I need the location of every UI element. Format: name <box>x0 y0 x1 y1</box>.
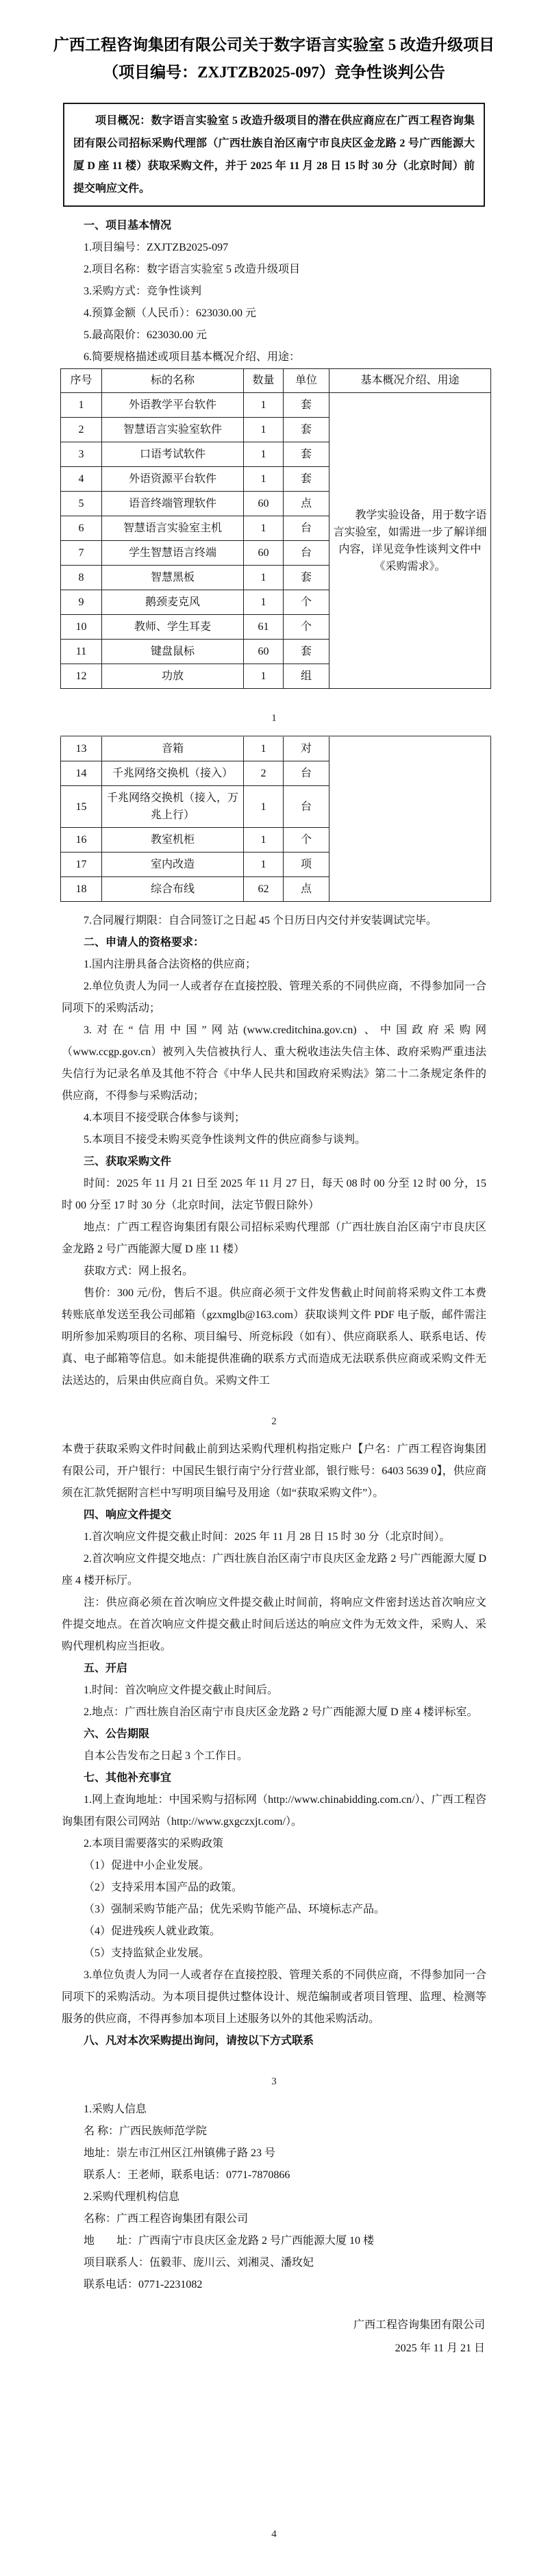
doc-title-line2: （项目编号：ZXJTZB2025-097）竞争性谈判公告 <box>103 64 445 81</box>
section2-item: 3.对在“信用中国”网站(www.creditchina.gov.cn) 、中国政府采购网（www.ccgp.gov.cn）被列入失信被执行人、重大税收违法失信主体、政府采购严重违法失信行为记录名单及其他不符合《中华人民共和国政府采购法》第二十二条规定条件的供应商，不得参与采购活动； <box>62 1024 486 1102</box>
table-row <box>61 393 491 418</box>
cell-no: 18 <box>61 877 102 902</box>
cell-no: 5 <box>61 492 102 516</box>
contact-line: 名称：广西工程咨询集团有限公司 <box>84 2213 249 2225</box>
cell-qty: 1 <box>244 736 284 761</box>
table-header-row <box>61 369 491 393</box>
cell-name: 外语教学平台软件 <box>102 393 244 418</box>
col-header-qty: 数量 <box>244 369 284 393</box>
cell-qty: 1 <box>244 828 284 853</box>
section7-item: （1）促进中小企业发展。 <box>84 1860 210 1871</box>
section4-item: 1.首次响应文件提交截止时间：2025 年 11 月 28 日 15 时 30 分（北京时间）。 <box>84 1531 451 1543</box>
cell-unit: 对 <box>284 736 329 761</box>
cell-qty: 1 <box>244 853 284 877</box>
cell-no: 17 <box>61 853 102 877</box>
cell-no: 16 <box>61 828 102 853</box>
cell-name: 综合布线 <box>102 877 244 902</box>
cell-qty: 1 <box>244 566 284 590</box>
page-number: 1 <box>271 713 277 724</box>
cell-no: 9 <box>61 590 102 615</box>
cell-name: 语音终端管理软件 <box>102 492 244 516</box>
section5-heading: 五、开启 <box>84 1663 128 1674</box>
section7-item: （2）支持采用本国产品的政策。 <box>84 1882 243 1893</box>
section7-item: （3）强制采购节能产品；优先采购节能产品、环境标志产品。 <box>84 1904 386 1915</box>
contact-line: 地 址：广西南宁市良庆区金龙路 2 号广西能源大厦 10 楼 <box>84 2235 375 2247</box>
table-note-cell-continued <box>329 736 491 902</box>
section1-item7: 7.合同履行期限：自合同签订之日起 45 个日历日内交付并安装调试完毕。 <box>84 915 438 926</box>
cell-no: 14 <box>61 761 102 786</box>
contact-line: 项目联系人：伍毅菲、庞川云、刘湘灵、潘玫妃 <box>84 2257 314 2269</box>
cell-qty: 1 <box>244 393 284 418</box>
section1-item: 6.简要规格描述或项目基本概况介绍、用途： <box>84 351 301 363</box>
cell-no: 11 <box>61 640 102 664</box>
section7-heading: 七、其他补充事宜 <box>84 1772 172 1784</box>
page-number: 4 <box>271 2529 277 2540</box>
cell-qty: 60 <box>244 541 284 566</box>
cell-unit: 套 <box>284 418 329 442</box>
contact-line: 1.采购人信息 <box>84 2104 147 2115</box>
cell-unit: 套 <box>284 640 329 664</box>
doc-body <box>0 215 548 2360</box>
cell-unit: 台 <box>284 761 329 786</box>
contact-line: 地址：崇左市江州区江州镇佛子路 23 号 <box>84 2147 276 2159</box>
cell-no: 13 <box>61 736 102 761</box>
contact-line: 名 称：广西民族师范学院 <box>84 2125 208 2137</box>
col-header-no: 序号 <box>61 369 102 393</box>
cell-name: 键盘鼠标 <box>102 640 244 664</box>
cell-name: 千兆网络交换机（接入） <box>102 761 244 786</box>
section3-para: 售价：300 元/份，售后不退。供应商必须于文件发售截止时间前将采购文件工本费转账底单发送至我公司邮箱（gzxmglb@163.com）获取谈判文件 PDF 电子版，邮件需注明所参加采购项目的名称、项目编号、所竞标段（如有）、供应商联系人、联系电话、传真、电子邮箱等信息。如未能提供准确的联系方式而造成无法联系供应商或采购文件无法送达的，后果由供应商自负。采购文件工 <box>62 1287 486 1387</box>
cell-no: 10 <box>61 615 102 640</box>
section7-item: 2.本项目需要落实的采购政策 <box>84 1838 224 1849</box>
cell-unit: 套 <box>284 393 329 418</box>
section1-item: 2.项目名称：数字语言实验室 5 改造升级项目 <box>84 264 301 275</box>
cell-unit: 点 <box>284 492 329 516</box>
cell-no: 4 <box>61 467 102 492</box>
table-row <box>61 736 491 761</box>
section3-para: 获取方式：网上报名。 <box>84 1265 194 1277</box>
cell-name: 智慧黑板 <box>102 566 244 590</box>
section1-item: 4.预算金额（人民币）：623030.00 元 <box>84 307 257 319</box>
cell-qty: 1 <box>244 467 284 492</box>
section7-item: （5）支持监狱企业发展。 <box>84 1947 210 1959</box>
section5-item: 1.时间：首次响应文件提交截止时间后。 <box>84 1684 279 1696</box>
doc-title-line1: 广西工程咨询集团有限公司关于数字语言实验室 5 改造升级项目 <box>53 36 495 53</box>
cell-no: 3 <box>61 442 102 467</box>
page-number: 2 <box>271 1416 277 1427</box>
section7-item: 3.单位负责人为同一人或者存在直接控股、管理关系的不同供应商，不得参加同一合同项下的采购活动。为本项目提供过整体设计、规范编制或者项目管理、监理、检测等服务的供应商，不得再参加本项目上述服务以外的其他采购活动。 <box>62 1969 487 2025</box>
cell-unit: 套 <box>284 566 329 590</box>
section7-item: 1.网上查询地址：中国采购与招标网（http://www.chinabidding.com.cn/）、广西工程咨询集团有限公司网站（http://www.gxgczxjt.com/）。 <box>62 1794 486 1828</box>
cell-name: 千兆网络交换机（接入，万兆上行） <box>102 786 244 828</box>
section1-item: 5.最高限价：623030.00 元 <box>84 329 208 341</box>
cell-name: 音箱 <box>102 736 244 761</box>
cell-no: 1 <box>61 393 102 418</box>
cell-name: 教师、学生耳麦 <box>102 615 244 640</box>
cell-qty: 2 <box>244 761 284 786</box>
cell-no: 2 <box>61 418 102 442</box>
cell-qty: 1 <box>244 516 284 541</box>
cell-qty: 60 <box>244 492 284 516</box>
section7-item: （4）促进残疾人就业政策。 <box>84 1925 221 1937</box>
page-number: 3 <box>271 2076 277 2087</box>
section1-item: 1.项目编号：ZXJTZB2025-097 <box>84 242 229 253</box>
cell-name: 外语资源平台软件 <box>102 467 244 492</box>
cell-unit: 点 <box>284 877 329 902</box>
cell-unit: 台 <box>284 786 329 828</box>
cell-qty: 1 <box>244 664 284 689</box>
cell-unit: 台 <box>284 516 329 541</box>
section2-item: 2.单位负责人为同一人或者存在直接控股、管理关系的不同供应商，不得参加同一合同项下的采购活动； <box>62 981 487 1014</box>
cell-name: 学生智慧语言终端 <box>102 541 244 566</box>
section2-heading: 二、申请人的资格要求： <box>84 937 205 948</box>
section2-item: 4.本项目不接受联合体参与谈判； <box>84 1112 246 1124</box>
section6-heading: 六、公告期限 <box>84 1728 150 1740</box>
cell-qty: 1 <box>244 418 284 442</box>
cell-qty: 1 <box>244 590 284 615</box>
cell-no: 8 <box>61 566 102 590</box>
section3-para: 地点：广西工程咨询集团有限公司招标采购代理部（广西壮族自治区南宁市良庆区金龙路 2 号广西能源大厦 D 座 11 楼） <box>62 1222 486 1255</box>
section8-heading: 八、凡对本次采购提出询问，请按以下方式联系 <box>84 2035 314 2047</box>
cell-unit: 项 <box>284 853 329 877</box>
cell-unit: 个 <box>284 615 329 640</box>
col-header-name: 标的名称 <box>102 369 244 393</box>
section3-heading: 三、获取采购文件 <box>84 1156 172 1167</box>
section2-item: 1.国内注册具备合法资格的供应商； <box>84 959 257 970</box>
col-header-unit: 单位 <box>284 369 329 393</box>
table-note-cell: 教学实验设备，用于数字语言实验室，如需进一步了解详细内容，详见竞争性谈判文件中《采购需求》。 <box>329 393 491 689</box>
contact-line: 联系人：王老师，联系电话：0771-7870866 <box>84 2169 290 2181</box>
project-overview-box <box>63 103 485 207</box>
cell-unit: 套 <box>284 467 329 492</box>
cell-name: 室内改造 <box>102 853 244 877</box>
cell-name: 功放 <box>102 664 244 689</box>
cell-name: 智慧语言实验室软件 <box>102 418 244 442</box>
section4-item: 注：供应商必须在首次响应文件提交截止时间前，将响应文件密封送达首次响应文件提交地点。在首次响应文件提交截止时间后送达的响应文件为无效文件，采购人、采购代理机构应当拒收。 <box>62 1597 486 1652</box>
signature-block <box>0 2314 485 2360</box>
cell-name: 鹅颈麦克风 <box>102 590 244 615</box>
project-overview-text: 项目概况：数字语言实验室 5 改造升级项目的潜在供应商应在广西工程咨询集团有限公司招标采购代理部（广西壮族自治区南宁市良庆区金龙路 2 号广西能源大厦 D 座 11 楼）获取采购文件，并于 2025 年 11 月 28 日 15 时 30 分（北京时间）前提交响应文件。 <box>73 115 475 194</box>
section3-para: 时间：2025 年 11 月 21 日至 2025 年 11 月 27 日，每天 08 时 00 分至 12 时 00 分，15 时 00 分至 17 时 30 分（北京时间，法定节假日除外） <box>62 1178 486 1211</box>
contact-line: 联系电话：0771-2231082 <box>84 2279 203 2290</box>
section3-para-continuation: 本费于获取采购文件时间截止前到达采购代理机构指定账户【户名：广西工程咨询集团有限公司，开户银行：中国民生银行南宁分行营业部，银行账号：6403 5639 0】，供应商须在汇款凭据附言栏中写明项目编号及用途（如“获取采购文件”）。 <box>62 1443 486 1499</box>
section4-item: 2.首次响应文件提交地点：广西壮族自治区南宁市良庆区金龙路 2 号广西能源大厦 D 座 4 楼开标厅。 <box>62 1553 486 1587</box>
section2-item: 5.本项目不接受未购买竞争性谈判文件的供应商参与谈判。 <box>84 1134 366 1146</box>
cell-qty: 1 <box>244 442 284 467</box>
cell-name: 口语考试软件 <box>102 442 244 467</box>
cell-qty: 61 <box>244 615 284 640</box>
section5-item: 2.地点：广西壮族自治区南宁市良庆区金龙路 2 号广西能源大厦 D 座 4 楼评标室。 <box>84 1706 478 1718</box>
cell-qty: 60 <box>244 640 284 664</box>
section6-item: 自本公告发布之日起 3 个工作日。 <box>84 1750 249 1762</box>
cell-name: 智慧语言实验室主机 <box>102 516 244 541</box>
cell-unit: 个 <box>284 828 329 853</box>
cell-no: 15 <box>61 786 102 828</box>
cell-unit: 组 <box>284 664 329 689</box>
col-header-desc: 基本概况介绍、用途 <box>329 369 491 393</box>
cell-name: 教室机柜 <box>102 828 244 853</box>
section1-heading: 一、项目基本情况 <box>84 220 172 231</box>
contact-line: 2.采购代理机构信息 <box>84 2191 180 2203</box>
cell-unit: 个 <box>284 590 329 615</box>
cell-qty: 1 <box>244 786 284 828</box>
cell-no: 7 <box>61 541 102 566</box>
signature-company: 广西工程咨询集团有限公司 <box>353 2319 485 2331</box>
goods-table-page2 <box>60 735 491 902</box>
cell-unit: 台 <box>284 541 329 566</box>
cell-no: 6 <box>61 516 102 541</box>
cell-qty: 62 <box>244 877 284 902</box>
signature-date: 2025 年 11 月 21 日 <box>395 2343 485 2354</box>
cell-no: 12 <box>61 664 102 689</box>
section4-heading: 四、响应文件提交 <box>84 1509 172 1521</box>
doc-title <box>0 0 548 86</box>
goods-table-page1 <box>60 368 491 689</box>
section1-item: 3.采购方式：竞争性谈判 <box>84 286 202 297</box>
cell-unit: 套 <box>284 442 329 467</box>
